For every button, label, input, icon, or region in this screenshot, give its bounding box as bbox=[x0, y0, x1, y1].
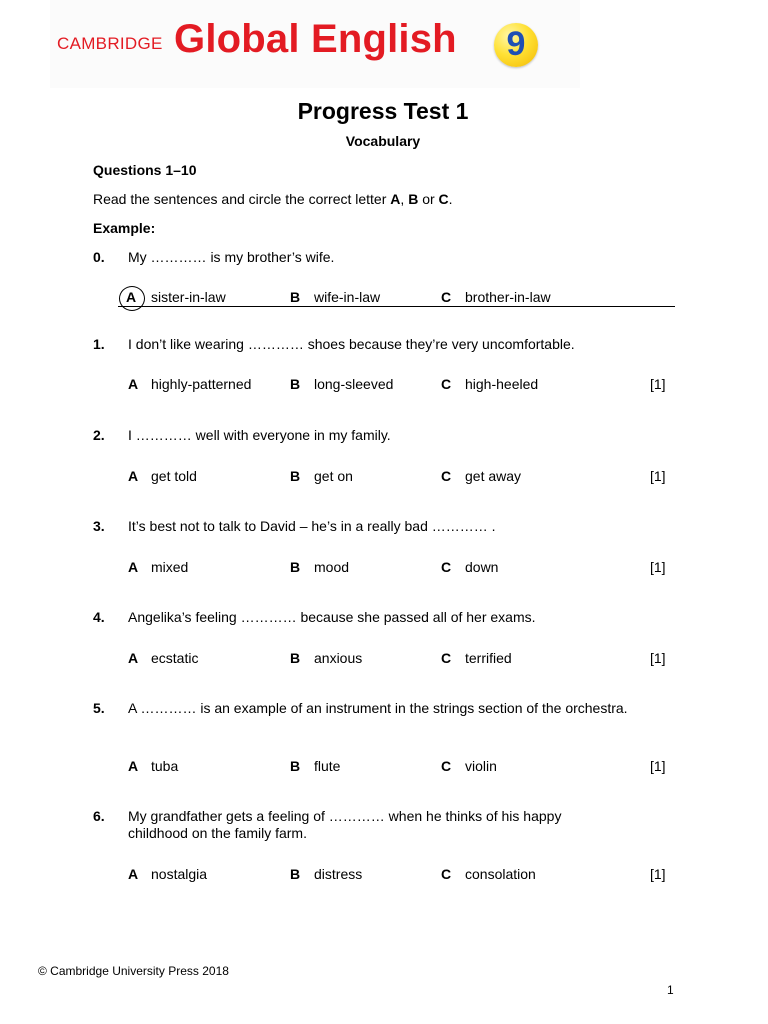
question-1-option-a-text: highly-patterned bbox=[151, 376, 252, 392]
question-3-option-a-letter[interactable]: A bbox=[128, 559, 139, 575]
question-2-option-c-letter[interactable]: C bbox=[441, 468, 452, 484]
example-text: My ………… is my brother’s wife. bbox=[128, 249, 335, 265]
example-option-b-text: wife-in-law bbox=[314, 289, 381, 305]
example-option-c-letter: C bbox=[441, 289, 452, 305]
example-option-b-letter: B bbox=[290, 289, 301, 305]
question-6-mark: [1] bbox=[650, 866, 666, 882]
level-number: 9 bbox=[506, 25, 526, 63]
question-4-mark: [1] bbox=[650, 650, 666, 666]
question-4-option-b-letter[interactable]: B bbox=[290, 650, 301, 666]
question-6-text: My grandfather gets a feeling of ………… when he thinks of his happy childhood on the family farm. bbox=[128, 808, 562, 841]
question-1-number: 1. bbox=[93, 336, 105, 352]
question-2-option-b-text: get on bbox=[314, 468, 353, 484]
question-5-option-b-text: flute bbox=[314, 758, 341, 774]
example-option-a-letter: A bbox=[126, 289, 137, 305]
question-6-option-c-text: consolation bbox=[465, 866, 536, 882]
question-3-number: 3. bbox=[93, 518, 105, 534]
question-3-text: It’s best not to talk to David – he’s in a really bad ………… . bbox=[128, 518, 496, 534]
example-divider bbox=[118, 306, 675, 307]
question-3-option-b-text: mood bbox=[314, 559, 350, 575]
copyright-notice: © Cambridge University Press 2018 bbox=[38, 964, 229, 978]
question-5-text: A ………… is an example of an instrument in the strings section of the orchestra. bbox=[128, 700, 628, 716]
question-1-option-a-letter[interactable]: A bbox=[128, 376, 139, 392]
brand-cambridge: CAMBRIDGE bbox=[57, 34, 163, 53]
question-1-mark: [1] bbox=[650, 376, 666, 392]
example-option-a-text: sister-in-law bbox=[151, 289, 226, 305]
question-5-option-c-text: violin bbox=[465, 758, 497, 774]
page-number: 1 bbox=[667, 983, 674, 997]
question-6-option-a-letter[interactable]: A bbox=[128, 866, 139, 882]
question-1-option-c-letter[interactable]: C bbox=[441, 376, 452, 392]
question-5-mark: [1] bbox=[650, 758, 666, 774]
question-1-option-b-letter[interactable]: B bbox=[290, 376, 301, 392]
question-4-option-b-text: anxious bbox=[314, 650, 363, 666]
question-3-option-b-letter[interactable]: B bbox=[290, 559, 301, 575]
question-1-text: I don’t like wearing ………… shoes because they’re very uncomfortable. bbox=[128, 336, 575, 352]
question-4-number: 4. bbox=[93, 609, 105, 625]
question-4-option-c-letter[interactable]: C bbox=[441, 650, 452, 666]
example-number: 0. bbox=[93, 249, 105, 265]
question-5-option-c-letter[interactable]: C bbox=[441, 758, 452, 774]
level-badge bbox=[494, 23, 538, 67]
test-title: Progress Test 1 bbox=[297, 98, 469, 124]
brand-title: Global English bbox=[174, 17, 457, 61]
question-2-mark: [1] bbox=[650, 468, 666, 484]
question-3-option-c-letter[interactable]: C bbox=[441, 559, 452, 575]
question-2-text: I ………… well with everyone in my family. bbox=[128, 427, 391, 443]
question-3-mark: [1] bbox=[650, 559, 666, 575]
question-4-text: Angelika’s feeling ………… because she passed all of her exams. bbox=[128, 609, 536, 625]
question-5-option-b-letter[interactable]: B bbox=[290, 758, 301, 774]
question-1-option-b-text: long-sleeved bbox=[314, 376, 394, 392]
question-2-option-c-text: get away bbox=[465, 468, 522, 484]
question-4-option-a-text: ecstatic bbox=[151, 650, 199, 666]
question-1-option-c-text: high-heeled bbox=[465, 376, 539, 392]
question-6-option-c-letter[interactable]: C bbox=[441, 866, 452, 882]
question-2-option-a-letter[interactable]: A bbox=[128, 468, 139, 484]
question-3-option-c-text: down bbox=[465, 559, 499, 575]
question-6-option-b-letter[interactable]: B bbox=[290, 866, 301, 882]
question-2-number: 2. bbox=[93, 427, 105, 443]
question-6-option-a-text: nostalgia bbox=[151, 866, 208, 882]
question-5-number: 5. bbox=[93, 700, 105, 716]
instruction: Read the sentences and circle the correct letter A, B or C. bbox=[93, 191, 453, 207]
questions-heading: Questions 1–10 bbox=[93, 162, 197, 178]
question-5-option-a-text: tuba bbox=[151, 758, 179, 774]
question-2-option-b-letter[interactable]: B bbox=[290, 468, 301, 484]
question-6-option-b-text: distress bbox=[314, 866, 363, 882]
section-title: Vocabulary bbox=[345, 133, 421, 149]
question-4-option-c-text: terrified bbox=[465, 650, 512, 666]
question-4-option-a-letter[interactable]: A bbox=[128, 650, 139, 666]
example-option-c-text: brother-in-law bbox=[465, 289, 551, 305]
question-5-option-a-letter[interactable]: A bbox=[128, 758, 139, 774]
question-3-option-a-text: mixed bbox=[151, 559, 189, 575]
example-label: Example: bbox=[93, 220, 156, 236]
question-2-option-a-text: get told bbox=[151, 468, 197, 484]
question-6-number: 6. bbox=[93, 808, 105, 824]
